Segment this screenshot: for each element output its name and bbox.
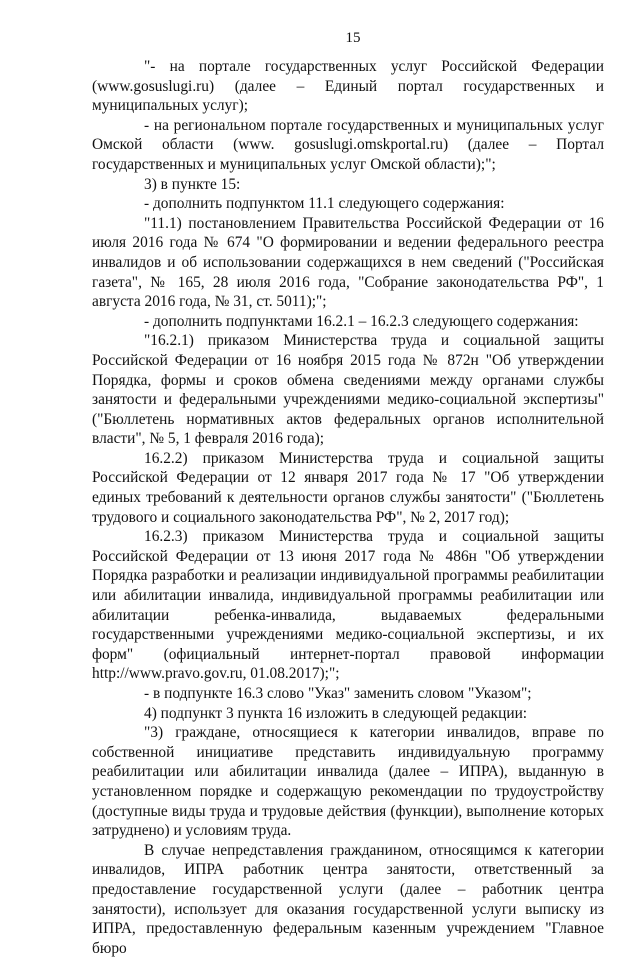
paragraph: В случае непредставления гражданином, относящимся к категории инвалидов, ИПРА работник центра занятости, ответственный за предоставление государственной услуги (далее – работник центра занятости), использует для оказания государственной услуги выписку из ИПРА, предоставленную федеральным казенным учреждением "Главное бюро bbox=[92, 841, 604, 957]
document-body bbox=[92, 57, 604, 958]
paragraph: 3) в пункте 15: bbox=[144, 175, 241, 193]
page-number: 15 bbox=[345, 30, 361, 46]
paragraph: "- на порталe государственных услуг Российской Федерации (www.gosuslugi.ru) (далее – Единый портал государственных и муниципальных услуг); bbox=[92, 58, 604, 115]
paragraph: "3) граждане, относящиеся к категории инвалидов, вправе по собственной инициативе представить индивидуальную программу реабилитации или абилитации инвалида (далее – ИПРА), выданную в установленном порядке и содержащую рекомендации по трудоустройству (доступные виды труда и трудовые действия (функции), выполнение которых затруднено) и условиям труда. bbox=[92, 724, 604, 840]
paragraph: 4) подпункт 3 пункта 16 изложить в следующей редакции: bbox=[144, 704, 528, 722]
paragraph: "16.2.1) приказом Министерства труда и социальной защиты Российской Федерации от 16 ноября 2015 года № 872н "Об утверждении Порядка, формы и сроков обмена сведениями между органами службы занятости и федеральными учреждениями медико-социальной экспертизы" ("Бюллетень нормативных актов федеральных органов исполнительной власти", № 5, 1 февраля 2016 года); bbox=[92, 332, 604, 448]
paragraph: - дополнить подпунктом 11.1 следующего содержания: bbox=[144, 195, 505, 213]
paragraph: 16.2.3) приказом Министерства труда и социальной защиты Российской Федерации от 13 июня 2017 года № 486н "Об утверждении Порядка разработки и реализации индивидуальной программы реабилитации или абилитации инвалида, индивидуальной программы реабилитации или абилитации ребенка-инвалида, выдаваемых федеральными государственными учреждениями медико-социальной экспертизы, и их форм" (официальный интернет-портал правовой информации http://www.pravo.gov.ru, 01.08.2017);"; bbox=[92, 528, 604, 683]
paragraph: - на региональном портале государственных и муниципальных услуг Омской области (www. gosuslugi.omskportal.ru) (далее – Портал государственных и муниципальных услуг Омской области);"; bbox=[92, 116, 604, 173]
paragraph: 16.2.2) приказом Министерства труда и социальной защиты Российской Федерации от 12 января 2017 года № 17 "Об утверждении единых требований к деятельности органов службы занятости" ("Бюллетень трудового и социального законодательства РФ", № 2, 2017 год); bbox=[92, 449, 604, 526]
paragraph: "11.1) постановлением Правительства Российской Федерации от 16 июля 2016 года № 674 "О формировании и ведении федерального реестра инвалидов и об использовании содержащихся в нем сведений ("Российская газета", № 165, 28 июля 2016 года, "Собрание законодательства РФ", 1 августа 2016 года, № 31, ст. 5011);"; bbox=[92, 214, 604, 311]
paragraph: - дополнить подпунктами 16.2.1 – 16.2.3 следующего содержания: bbox=[144, 312, 579, 330]
paragraph: - в подпункте 16.3 слово "Указ" заменить словом "Указом"; bbox=[144, 685, 532, 702]
